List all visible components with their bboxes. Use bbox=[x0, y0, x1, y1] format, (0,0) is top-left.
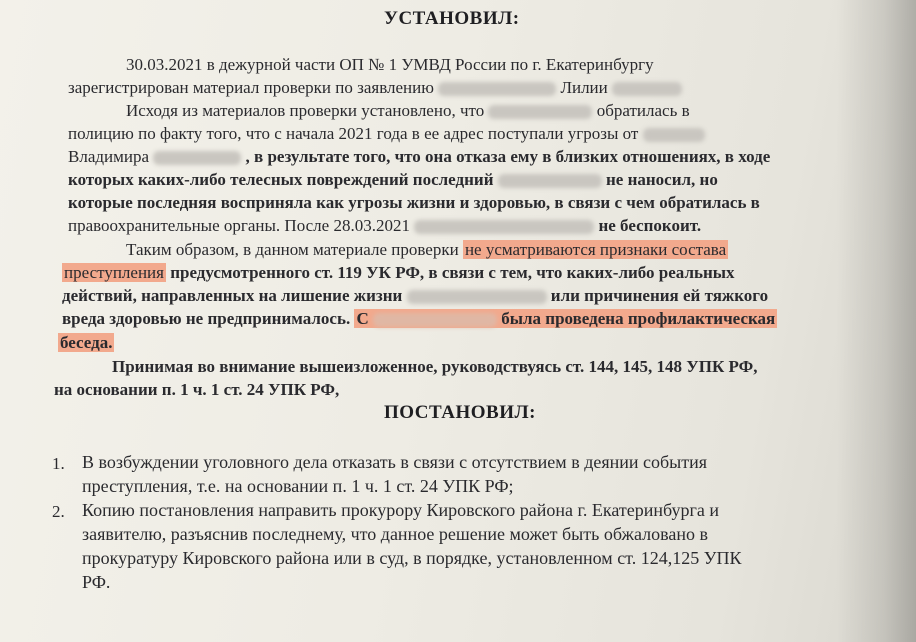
p3-line-3a: действий, направленных на лишение жизни bbox=[62, 286, 403, 305]
item-2-line-3: прокуратуру Кировского района или в суд, в порядке, установленном ст. 124,125 УПК bbox=[82, 548, 742, 568]
item-1-line-1: В возбуждении уголовного дела отказать в связи с отсутствием в деянии события bbox=[82, 452, 708, 472]
heading-established: УСТАНОВИЛ: bbox=[384, 8, 520, 29]
redaction-bar bbox=[643, 128, 705, 142]
p2-line-3a: Владимира bbox=[68, 147, 150, 166]
p1-line-1: 30.03.2021 в дежурной части ОП № 1 УМВД России по г. Екатеринбургу bbox=[126, 55, 654, 74]
redaction-bar bbox=[438, 82, 556, 96]
page-shadow bbox=[836, 0, 916, 642]
redaction-bar bbox=[488, 105, 592, 119]
p1-line-2b: Лилии bbox=[560, 78, 608, 97]
p2-line-2 bbox=[68, 124, 705, 144]
highlight-prevention-talk bbox=[354, 309, 777, 328]
redaction-bar bbox=[414, 220, 594, 234]
p2-line-2-text: полицию по факту того, что с начала 2021 года в ее адрес поступали угрозы от bbox=[68, 124, 639, 143]
p2-line-1 bbox=[126, 101, 690, 121]
p3-line-1a: Таким образом, в данном материале проверки bbox=[126, 240, 459, 259]
p3-line-4 bbox=[62, 309, 777, 329]
item-2-line-1: Копию постановления направить прокурору Кировского района г. Екатеринбурга и bbox=[82, 500, 719, 520]
p2-line-4a: которых каких-либо телесных повреждений последний bbox=[68, 170, 494, 189]
p2-line-4b: не наносил, но bbox=[606, 170, 718, 189]
p3-line-2b: предусмотренного ст. 119 УК РФ, в связи с тем, что каких-либо реальных bbox=[170, 263, 735, 282]
redaction-bar bbox=[407, 290, 547, 304]
heading-resolved: ПОСТАНОВИЛ: bbox=[384, 402, 536, 423]
p3-line-2 bbox=[62, 263, 735, 283]
item-2-line-4: РФ. bbox=[82, 572, 111, 592]
highlight-no-crime-signs: не усматриваются признаки состава bbox=[464, 240, 727, 259]
p4-line-1: Принимая во внимание вышеизложенное, руководствуясь ст. 144, 145, 148 УПК РФ, bbox=[112, 357, 758, 376]
redaction-bar bbox=[373, 313, 497, 327]
p2-line-1a: Исходя из материалов проверки установлено, что bbox=[126, 101, 485, 120]
redaction-bar bbox=[153, 151, 241, 165]
p2-line-6 bbox=[68, 216, 701, 236]
item-1-line-2: преступления, т.е. на основании п. 1 ч. 1 ст. 24 УПК РФ; bbox=[82, 476, 514, 496]
p3-line-3b: или причинения ей тяжкого bbox=[550, 286, 769, 305]
p2-line-5: которые последняя восприняла как угрозы жизни и здоровью, в связи с чем обратилась в bbox=[68, 193, 760, 212]
item-1-number: 1. bbox=[52, 454, 65, 473]
redaction-bar bbox=[498, 174, 602, 188]
p1-line-2a: зарегистрирован материал проверки по заявлению bbox=[68, 78, 434, 97]
p3-line-1 bbox=[126, 240, 728, 260]
p3-line-5 bbox=[58, 333, 114, 353]
p1-line-2 bbox=[68, 78, 682, 98]
p3-line-4c: была проведена профилактическая bbox=[501, 309, 776, 328]
p2-line-1b: обратилась в bbox=[596, 101, 690, 120]
p3-line-4b: С bbox=[356, 309, 369, 328]
p2-line-4 bbox=[68, 170, 718, 190]
p3-line-3 bbox=[62, 286, 768, 306]
p2-line-3b: , в результате того, что она отказа ему в близких отношениях, в ходе bbox=[245, 147, 771, 166]
p2-line-3 bbox=[68, 147, 770, 167]
highlight-crime: преступления bbox=[64, 263, 164, 282]
highlight-talk: беседа. bbox=[60, 333, 113, 352]
redaction-bar bbox=[612, 82, 682, 96]
item-2-number: 2. bbox=[52, 502, 65, 521]
item-2-line-2: заявителю, разъяснив последнему, что данное решение может быть обжаловано в bbox=[82, 524, 708, 544]
p3-line-4a: вреда здоровью не предпринималось. bbox=[62, 309, 351, 328]
p2-line-6b: не беспокоит. bbox=[598, 216, 702, 235]
p2-line-6a: правоохранительные органы. После 28.03.2021 bbox=[68, 216, 410, 235]
p4-line-2: на основании п. 1 ч. 1 ст. 24 УПК РФ, bbox=[54, 380, 340, 399]
